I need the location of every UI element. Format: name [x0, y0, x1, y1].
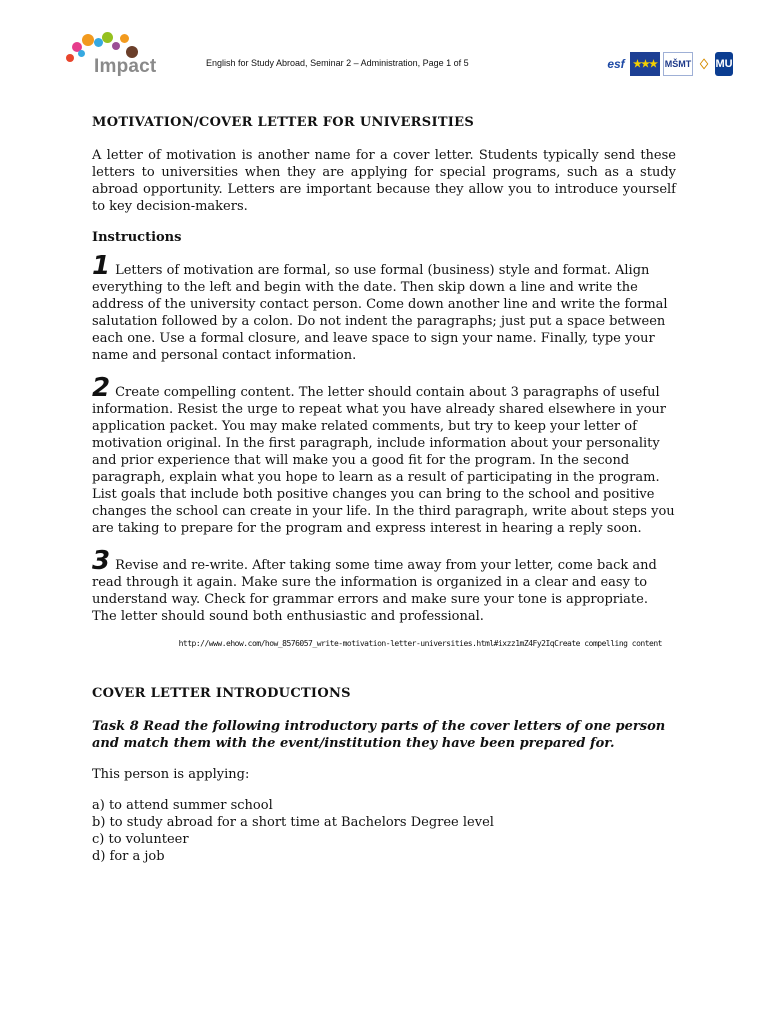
intro-paragraph: A letter of motivation is another name for a cover letter. Students typically send these letters to universities when they are applying for special programs, such as a study abroad opportunity. Letters are important because they allow you to introduce yourself to key decision-makers. — [92, 148, 676, 214]
section-title-introductions: COVER LETTER INTRODUCTIONS — [92, 686, 351, 701]
impact-logo — [64, 30, 174, 80]
list-item: d) for a job — [92, 849, 165, 864]
step-text: Revise and re-write. After taking some time away from your letter, come back and read through it again. Make sure the information is organized in a clear and easy to understand way. Check for grammar errors and make sure your tone is appropriate. The letter should sound both enthusiastic and professional. — [92, 558, 657, 624]
instructions-heading: Instructions — [92, 230, 182, 245]
mu-logo: MU — [715, 52, 733, 76]
op-logo: ♢ — [697, 55, 711, 72]
source-link[interactable]: http://www.ehow.com/how_8576057_write-motivation-letter-universities.html#ixzz1mZ4Fy2IqCreate compelling content — [178, 639, 662, 648]
list-item: a) to attend summer school — [92, 798, 273, 813]
step-text: Letters of motivation are formal, so use formal (business) style and format. Align everything to the left and begin with the date. Then skip down a line and write the address of the university contact person. Come down another line and write the formal salutation followed by a colon. Do not indent the paragraphs; just put a space between each one. Use a formal closure, and leave space to sign your name. Finally, type your name and personal contact information. — [92, 263, 668, 363]
logo-text: Impact — [94, 56, 157, 77]
option-list — [92, 797, 676, 865]
list-item: c) to volunteer — [92, 832, 189, 847]
document-body — [92, 114, 676, 865]
esf-logo: esf — [607, 57, 625, 71]
msmt-logo: MŠMT — [663, 52, 693, 76]
eu-stars: ★★★ — [633, 58, 657, 70]
step-text: Create compelling content. The letter should contain about 3 paragraphs of useful information. Resist the urge to repeat what you have already shared elsewhere in your application packet. You may make related comments, but try to keep your letter of motivation original. In the first paragraph, include information about your personality and prior experience that will make you a good fit for the program. In the second paragraph, explain what you hope to learn as a result of participating in the program. List goals that include both positive changes you can bring to the school and positive changes the school can create in your life. In the third paragraph, write about steps you are taking to prepare for the program and express interest in hearing a reply soon. — [92, 385, 675, 536]
eu-flag — [630, 52, 660, 76]
task-instruction: Task 8 Read the following introductory parts of the cover letters of one person and match them with the event/institution they have been prepared for. — [92, 719, 666, 751]
list-item: b) to study abroad for a short time at Bachelors Degree level — [92, 815, 494, 830]
page-header — [0, 0, 768, 90]
step-2 — [92, 373, 676, 537]
step-number: 2 — [92, 373, 111, 403]
section-title-motivation: MOTIVATION/COVER LETTER FOR UNIVERSITIES — [92, 115, 475, 130]
step-1 — [92, 251, 676, 364]
applying-label: This person is applying: — [92, 767, 250, 782]
sponsor-logos — [603, 52, 733, 78]
step-3 — [92, 546, 676, 625]
step-number: 3 — [92, 546, 111, 576]
step-number: 1 — [92, 251, 111, 281]
running-title: English for Study Abroad, Seminar 2 – Administration, Page 1 of 5 — [206, 58, 469, 68]
